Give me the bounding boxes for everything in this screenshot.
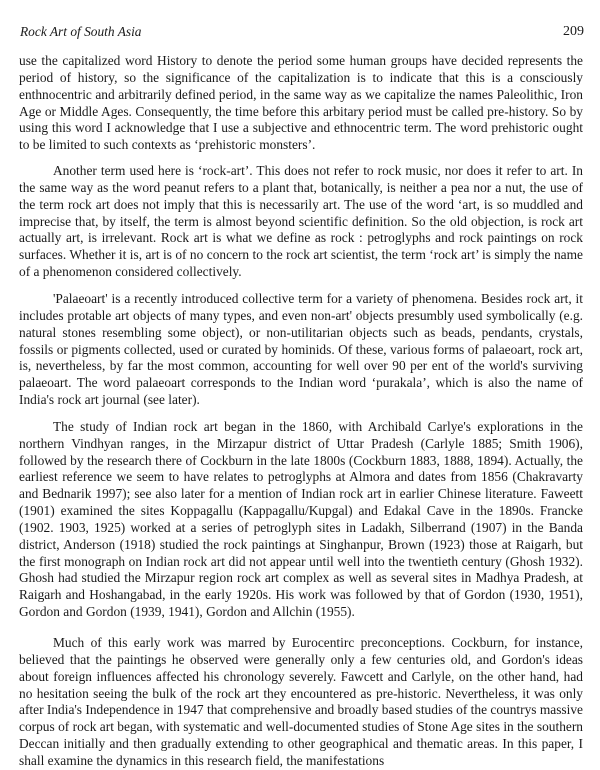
paragraph-eurocentric-preconceptions: Much of this early work was marred by Eurocentirc preconceptions. Cockburn, for instance, believed that the paintings he observed were generally only a few centuries old, and Gordon's ideas about foreign influences affected his chronology severely. Fawcett and Carlyle, on the other hand, had no hesitation seeing the bulk of the rock art they encountered as pre-historic. Nevertheless, it was only after India's Independence in 1947 that comprehensive and broadly based studies of the countrys massive corpus of rock art began, with systematic and well-documented studies of Stone Age sites in the southern Deccan initially and then gradually extending to other geographical and thematic areas. In this paper, I shall examine the dynamics in this research field, the manifestations (19, 635, 583, 768)
paragraph-palaeoart: 'Palaeoart' is a recently introduced collective term for a variety of phenomena. Besides rock art, it includes protable art objects of many types, and even non-art' objects presumbly used symbolically (e.g. natural stones resembling some object), or non-utilitarian objects such as beads, pendants, crystals, fossils or pigments collected, used or curated by hominids. Of these, various forms of palaeoart, rock art, is, nevertheless, by far the most common, accounting for well over 90 per ent of the world's surviving palaeoart. The word palaeoart corresponds to the Indian word ‘purakala’, which is also the name of India's rock art journal (see later). (19, 290, 583, 408)
paragraph-history-definition: use the capitalized word History to denote the period some human groups have decided represents the period of history, so the significance of the capitalization is to indicate that this is a consciously enthnocentric and arbitrarily defined period, in the same way as we capitalize the names Paleolithic, Iron Age or Middle Ages. Consequently, the time before this arbitary period must be called pre-history. So by using this word I acknowledge that I use a subjective and ethnocentric term. The word prehistoric ought to be limited to such contexts as ‘prehistoric monsters’. (19, 53, 583, 153)
paragraph-study-history: The study of Indian rock art began in the 1860, with Archibald Carlye's explorations in the northern Vindhyan ranges, in the Mirzapur district of Uttar Pradesh (Carlyle 1885; Smith 1906), followed by the research there of Cockburn in the late 1800s (Cockburn 1883, 1888, 1894). Actually, the earliest reference we seem to have relates to petroglyphs at Almora and dates from 1856 (Chakravarty and Bednarik 1997); see also later for a mention of Indian rock art in earlier Chinese literature. Faweett (1901) examined the sites Koppagallu (Kappagallu/Kupgal) and Edakal Cave in the 1890s. Francke (1902. 1903, 1925) worked at a series of petroglyph sites in Ladakh, Silberrand (1907) in the Banda district, Anderson (1918) studied the rock paintings at Singhanpur, Brown (1923) those at Raigarh, but the first monograph on Indian rock art did not appear until well into the twentieth century (Ghosh 1932). Ghosh had studied the Mirzapur region rock art complex as well as several sites in Madhya Pradesh, at Raigarh and Hoshangabad, in the early 1920s. His work was followed by that of Gordon (1930, 1951), Gordon and Gordon (1939, 1941), Gordon and Allchin (1955). (19, 418, 583, 620)
running-title: Rock Art of South Asia (20, 24, 142, 39)
paragraph-rock-art-term: Another term used here is ‘rock-art’. This does not refer to rock music, nor does it refer to art. In the same way as the word peanut refers to a plant that, botanically, is neither a pea nor a nut, the use of the term rock art does not imply that this is necessarily art. The use of the word ‘art, is so muddled and imprecise that, by itself, the term is almost beyond scientific definition. So the old objection, is rock art actually art, is irrelevant. Rock art is what we define as rock : petroglyphs and rock paintings on rock surfaces. Whether it is, art is of no concern to the rock art scientist, the term ‘rock art’ is simply the name of a phenomenon considered collectively. (19, 163, 583, 280)
book-page (19, 0, 585, 766)
running-header (19, 24, 585, 44)
page-number: 209 (563, 24, 584, 39)
body-text (19, 53, 583, 770)
